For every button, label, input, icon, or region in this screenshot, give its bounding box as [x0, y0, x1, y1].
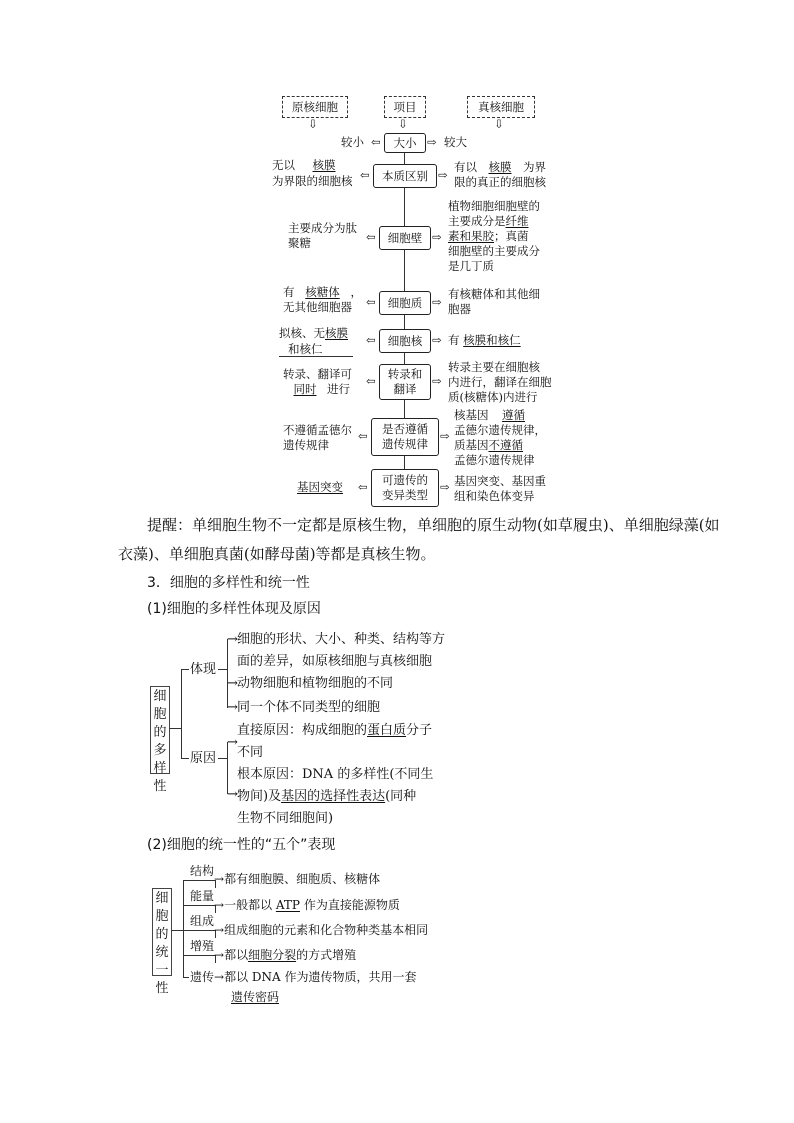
header-eukaryote: 真核细胞 — [467, 96, 535, 118]
unity-item-heredity-2: 遗传密码 — [231, 990, 280, 1004]
connector — [183, 955, 215, 956]
branch-yuanyin: 原因 — [190, 751, 217, 766]
right-arrow-icon: ⇨ — [432, 333, 442, 347]
section3-sub1: (1)细胞的多样性体现及原因 — [147, 601, 321, 617]
left-variation: 基因突变 — [297, 480, 343, 494]
right-arrow-icon: ⇨ — [438, 168, 448, 182]
node-mendel: 是否遵循 遗传规律 — [371, 418, 439, 456]
left-trans-2: 同时 进行 — [293, 382, 350, 396]
b2-item2-l3: 生物不同细胞间) — [237, 811, 334, 826]
right-variation-2: 组和染色体变异 — [454, 489, 535, 503]
connector — [181, 758, 189, 759]
branch-tixian: 体现 — [190, 662, 217, 677]
header-prokaryote: 原核细胞 — [282, 96, 348, 118]
unity-label-composition: 组成 — [190, 914, 215, 928]
unity-item-heredity: →都以 DNA 作为遗传物质，共用一套 — [214, 970, 417, 984]
right-arrow-icon: ⇨ — [432, 230, 442, 244]
section3-sub2: (2)细胞的统一性的“五个”表现 — [147, 837, 336, 853]
node-variation: 可遗传的 变异类型 — [371, 469, 439, 507]
unity-item-structure: →都有细胞膜、细胞质、核糖体 — [214, 872, 381, 886]
connector — [181, 669, 189, 670]
right-mendel-1: 核基因 遵循 — [454, 408, 525, 422]
connector — [183, 880, 215, 881]
b1-item1-l2: 面的差异，如原核细胞与真核细胞 — [237, 654, 433, 669]
diversity-root: 细胞的多样性 — [150, 686, 170, 774]
node-nucleus: 细胞核 — [379, 329, 431, 353]
left-arrow-icon: ⇦ — [358, 480, 368, 494]
b1-item2: 动物细胞和植物细胞的不同 — [237, 676, 394, 691]
tip-line-1: 提醒：单细胞生物不一定都是原核生物，单细胞的原生动物(如草履虫)、单细胞绿藻(如 — [147, 516, 720, 534]
blank-line — [279, 356, 353, 357]
right-wall-2: 主要成分是纤维 — [448, 214, 529, 228]
down-arrow-icon: ⇩ — [308, 117, 318, 131]
left-size: 较小 — [341, 135, 364, 149]
right-trans-1: 转录主要在细胞核 — [448, 360, 540, 374]
unity-root: 细胞的统一性 — [152, 888, 172, 976]
right-cyto-1: 有核糖体和其他细 — [448, 287, 540, 301]
right-size: 较大 — [444, 135, 467, 149]
connector — [218, 669, 227, 670]
left-arrow-icon: ⇦ — [366, 374, 376, 388]
unity-item-energy: →一般都以 ATP 作为直接能源物质 — [214, 898, 400, 912]
connector — [181, 669, 182, 759]
left-essence: 无以 核膜 — [272, 158, 336, 172]
left-essence-2: 为界限的细胞核 — [272, 174, 353, 188]
right-trans-3: 质(核糖体)内进行 — [448, 390, 538, 404]
right-essence-1: 有以 核膜 为界 — [454, 160, 546, 174]
connector — [183, 977, 189, 978]
connector — [171, 930, 183, 931]
right-wall-5: 是几丁质 — [448, 259, 494, 273]
b2-item1-l1: 直接原因：构成细胞的蛋白质分子 — [237, 723, 433, 738]
unity-label-proliferation: 增殖 — [190, 939, 215, 953]
arrow-icon: → — [227, 735, 238, 750]
arrow-icon: → — [227, 787, 238, 802]
connector — [169, 728, 181, 729]
left-arrow-icon: ⇦ — [358, 429, 368, 443]
left-wall-2: 聚糖 — [288, 236, 311, 250]
down-arrow-icon: ⇩ — [494, 117, 504, 131]
left-arrow-icon: ⇦ — [366, 333, 376, 347]
unity-item-composition: →组成细胞的元素和化合物种类基本相同 — [214, 923, 429, 937]
tip-line-2: 衣藻)、单细胞真菌(如酵母菌)等都是真核生物。 — [118, 545, 436, 563]
b1-item3: 同一个体不同类型的细胞 — [237, 700, 381, 715]
left-cyto-2: 无其他细胞器 — [283, 300, 352, 314]
left-arrow-icon: ⇦ — [366, 230, 376, 244]
left-arrow-icon: ⇦ — [371, 135, 381, 149]
right-arrow-icon: ⇨ — [440, 429, 450, 443]
node-cytoplasm: 细胞质 — [379, 291, 431, 315]
left-nucleus-1: 拟核、无核膜 — [279, 326, 348, 340]
b2-item1-l2: 不同 — [237, 745, 264, 760]
left-nucleus-2: 和核仁 — [288, 342, 323, 356]
right-variation-1: 基因突变、基因重 — [454, 474, 546, 488]
right-essence-2: 限的真正的细胞核 — [454, 175, 546, 189]
left-wall-1: 主要成分为肽 — [288, 221, 357, 235]
left-mendel-2: 遗传规律 — [283, 438, 329, 452]
right-arrow-icon: ⇨ — [432, 374, 442, 388]
left-arrow-icon: ⇦ — [360, 168, 370, 182]
left-mendel-1: 不遵循孟德尔 — [283, 423, 352, 437]
arrow-icon: → — [227, 676, 238, 691]
right-wall-3: 素和果胶；真菌 — [448, 229, 529, 243]
connector — [183, 880, 184, 978]
arrow-icon: → — [227, 632, 238, 647]
left-cyto-1: 有 核糖体 ， — [283, 285, 362, 299]
connector — [183, 930, 215, 931]
unity-label-heredity: 遗传 — [190, 970, 215, 984]
unity-item-proliferation: →都以细胞分裂的方式增殖 — [214, 948, 357, 962]
left-arrow-icon: ⇦ — [366, 295, 376, 309]
right-wall-4: 细胞壁的主要成分 — [448, 244, 540, 258]
node-size: 大小 — [384, 133, 426, 153]
right-mendel-4: 孟德尔遗传规律 — [454, 453, 535, 467]
node-wall: 细胞壁 — [379, 226, 431, 250]
right-cyto-2: 胞器 — [448, 302, 471, 316]
right-arrow-icon: ⇨ — [427, 135, 437, 149]
b1-item1-l1: 细胞的形状、大小、种类、结构等方 — [237, 632, 446, 647]
unity-label-energy: 能量 — [190, 889, 215, 903]
unity-label-structure: 结构 — [190, 864, 215, 878]
right-wall-1: 植物细胞细胞壁的 — [448, 199, 540, 213]
node-essence: 本质区别 — [373, 164, 437, 188]
node-transcription: 转录和 翻译 — [379, 364, 431, 400]
connector — [183, 905, 215, 906]
arrow-icon: → — [227, 700, 238, 715]
right-arrow-icon: ⇨ — [440, 480, 450, 494]
down-arrow-icon: ⇩ — [398, 117, 408, 131]
b2-item2-l1: 根本原因：DNA 的多样性(不同生 — [237, 767, 434, 782]
left-trans-1: 转录、翻译可 — [283, 367, 352, 381]
right-trans-2: 内进行，翻译在细胞 — [448, 375, 552, 389]
b2-item2-l2: 物间)及基因的选择性表达(同种 — [237, 789, 417, 804]
right-arrow-icon: ⇨ — [432, 295, 442, 309]
right-mendel-2: 孟德尔遗传规律， — [454, 423, 546, 437]
right-mendel-3: 质基因不遵循 — [454, 438, 523, 452]
right-nucleus: 有 核膜和核仁 — [448, 333, 521, 347]
section3-title: 3．细胞的多样性和统一性 — [147, 575, 310, 591]
header-item: 项目 — [384, 96, 426, 118]
connector — [218, 758, 227, 759]
